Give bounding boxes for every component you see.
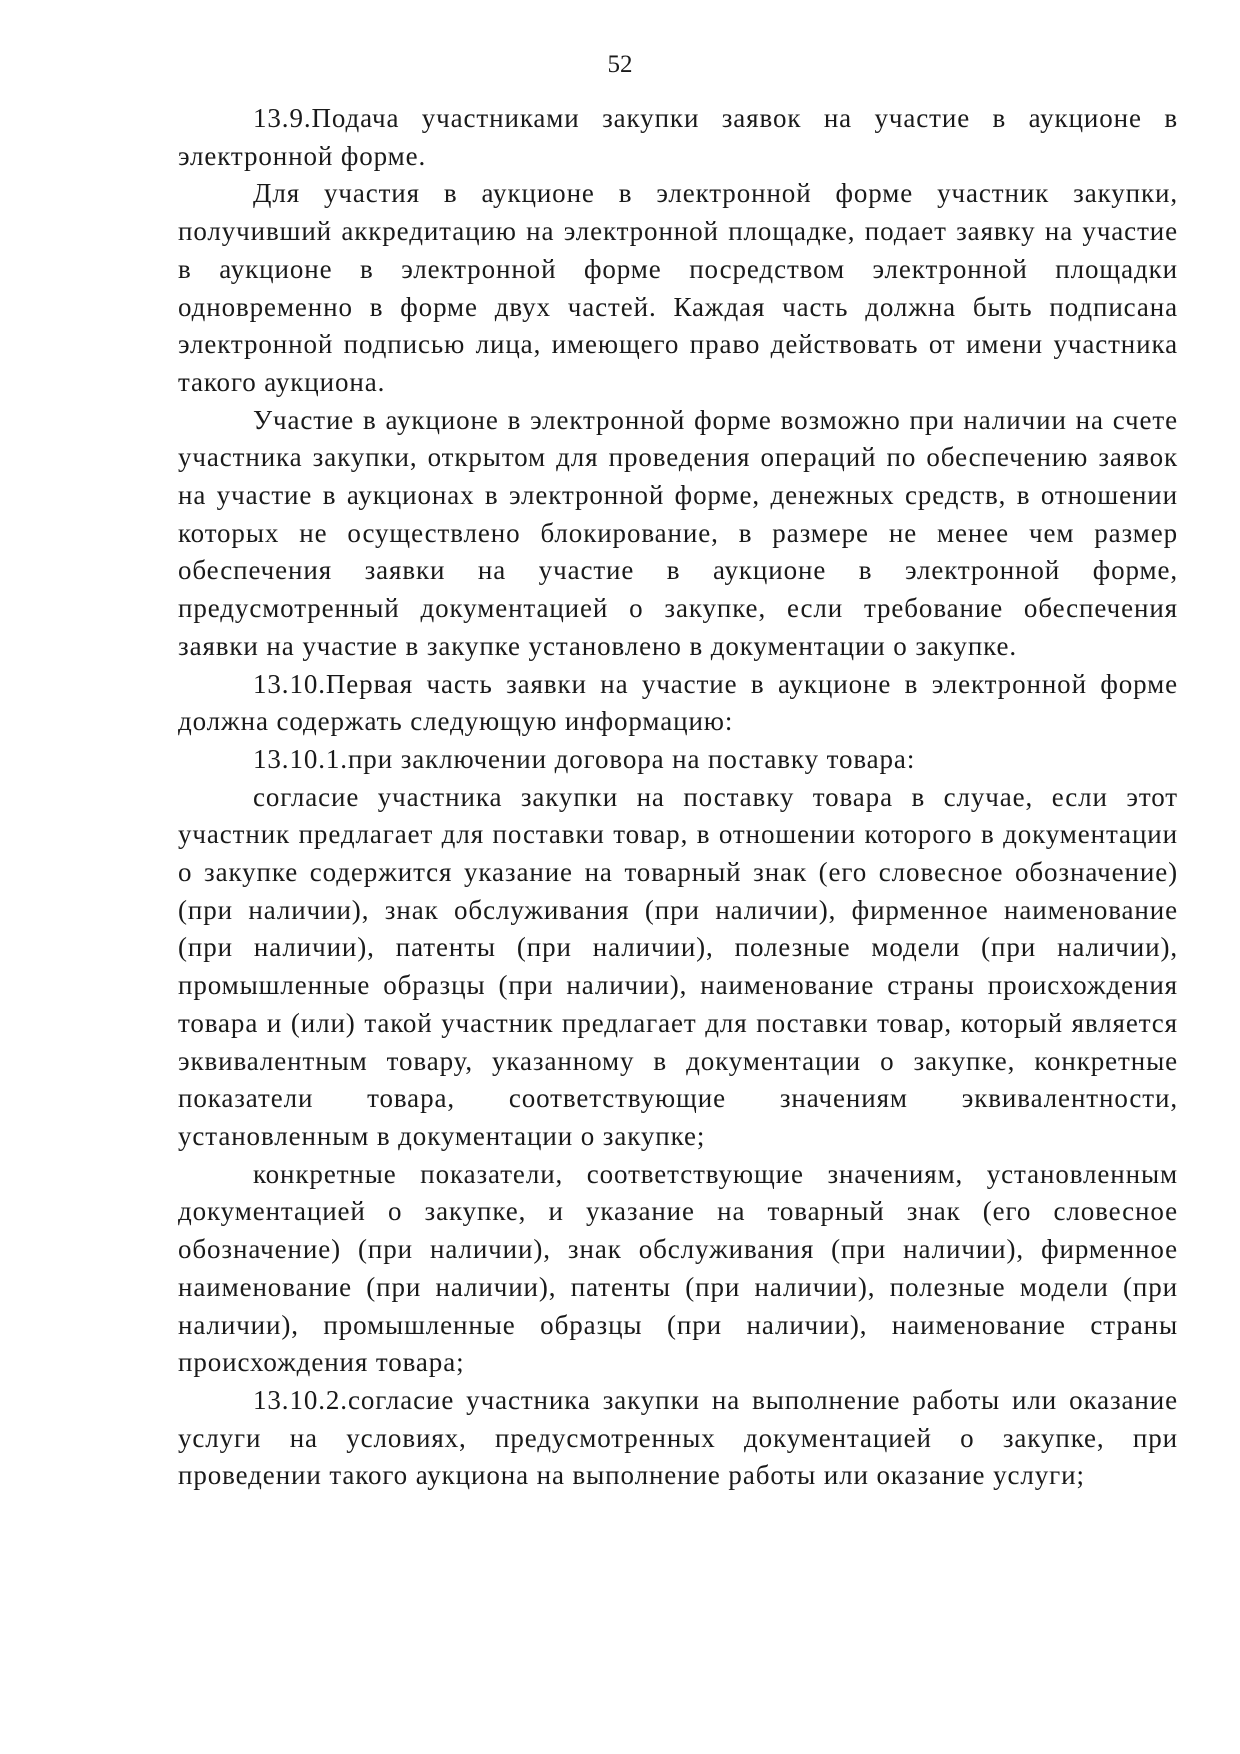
document-body — [178, 100, 1178, 1495]
paragraph-participation-application: Для участия в аукционе в электронной форме участник закупки, получивший аккредитацию на электронной площадке, подает заявку на участие в аукционе в электронной форме посредством электронной площадки одновременно в форме двух частей. Каждая часть должна быть подписана электронной подписью лица, имеющего право действовать от имени участника такого аукциона. — [178, 178, 1178, 397]
paragraph-13-9-heading: 13.9.Подача участниками закупки заявок на участие в аукционе в электронной форме. — [178, 103, 1178, 171]
paragraph-specific-indicators: конкретные показатели, соответствующие значениям, установленным документацией о закупке, и указание на товарный знак (его словесное обозначение) (при наличии), знак обслуживания (при наличии), фирменное наименование (при наличии), патенты (при наличии), полезные модели (при наличии), промышленные образцы (при наличии), наименование страны происхождения товара; — [178, 1158, 1178, 1378]
paragraph-13-10-heading: 13.10.Первая часть заявки на участие в аукционе в электронной форме должна содержать следующую информацию: — [178, 668, 1178, 737]
paragraph-13-10-2-work-consent: 13.10.2.согласие участника закупки на выполнение работы или оказание услуги на условиях, предусмотренных документацией о закупке, при проведении такого аукциона на выполнение работы или оказание услуги; — [178, 1384, 1178, 1491]
paragraph-participation-funds: Участие в аукционе в электронной форме возможно при наличии на счете участника закупки, открытом для проведения операций по обеспечению заявок на участие в аукционах в электронной форме, денежных средств, в отношении которых не осуществлено блокирование, в размере не менее чем размер обеспечения заявки на участие в аукционе в электронной форме, предусмотренный документацией о закупке, если требование обеспечения заявки на участие в закупке установлено в документации о закупке. — [178, 404, 1178, 661]
paragraph-supply-consent: согласие участника закупки на поставку товара в случае, если этот участник предлагает для поставки товар, в отношении которого в документации о закупке содержится указание на товарный знак (его словесное обозначение) (при наличии), знак обслуживания (при наличии), фирменное наименование (при наличии), патенты (при наличии), полезные модели (при наличии), промышленные образцы (при наличии), наименование страны происхождения товара и (или) такой участник предлагает для поставки товар, который является эквивалентным товару, указанному в документации о закупке, конкретные показатели товара, соответствующие значениям эквивалентности, установленным в документации о закупке; — [178, 781, 1178, 1151]
paragraph-13-10-1-heading: 13.10.1.при заключении договора на поставку товара: — [253, 743, 916, 774]
page-number: 52 — [607, 51, 633, 78]
